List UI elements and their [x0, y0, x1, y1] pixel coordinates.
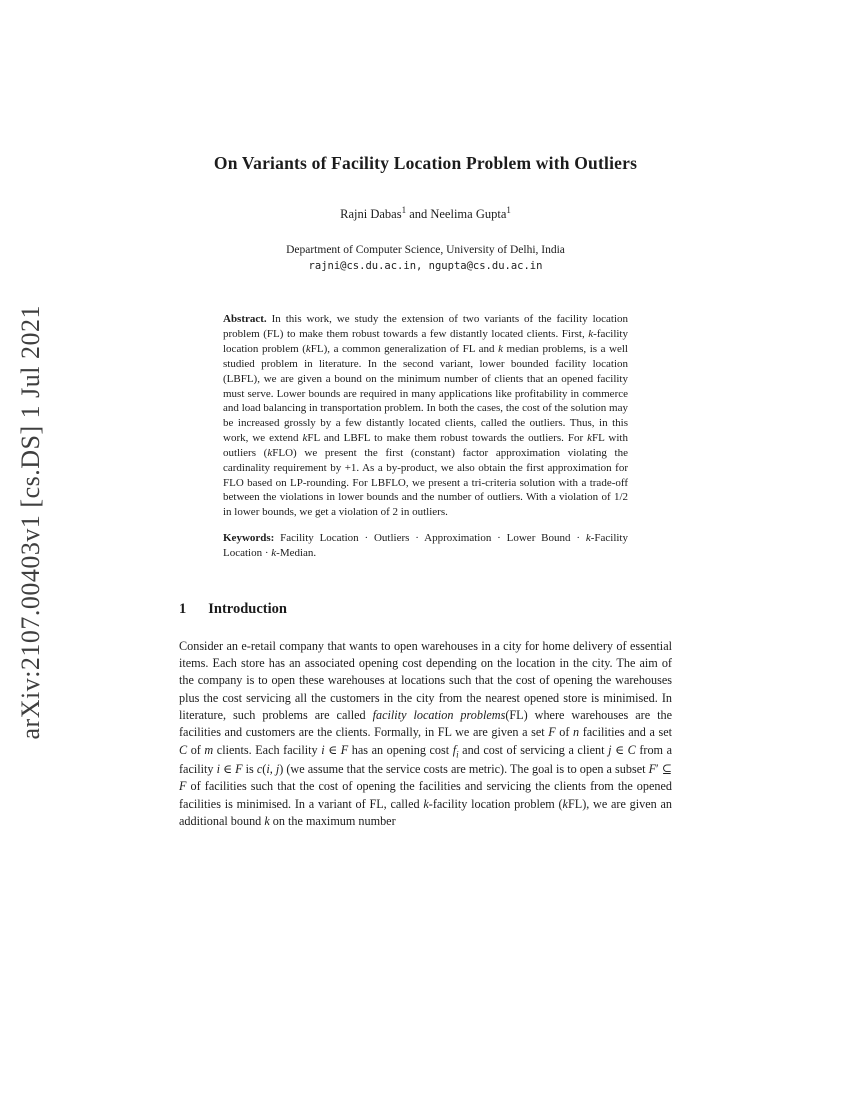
- abstract-text: Abstract. In this work, we study the extension of two variants of the facility location problem (FL) to make them robust towards a few distantly located clients. First, k-facility location problem (kFL), a common generalization of FL and k median problems, is a well studied problem in literature. In the second variant, lower bounded facility location (LBFL), we are given a bound on the minimum number of clients that an opened facility must serve. Lower bounds are required in many applications like profitability in commerce and load balancing in transportation problem. In both the cases, the cost of the solution may be increased grossly by a few distantly located clients, called the outliers. Thus, in this work, we extend kFL and LBFL to make them robust towards the outliers. For kFL with outliers (kFLO) we present the first (constant) factor approximation violating the cardinality requirement by +1. As a by-product, we also obtain the first approximation for FLO based on LP-rounding. For LBFLO, we present a tri-criteria solution with a trade-off between the violations in lower bounds and the number of outliers. With a violation of 1/2 in lower bounds, we get a violation of 2 in outliers.: [223, 313, 628, 519]
- paper-content: [179, 150, 672, 830]
- authors-line: Rajni Dabas$^1$ and Neelima Gupta$^1$: [340, 205, 511, 222]
- emails-line: rajni@cs.du.ac.in, ngupta@cs.du.ac.in: [308, 260, 543, 273]
- intro-paragraph: Consider an e-retail company that wants to open warehouses in a city for home delivery of essential items. Each store has an associated opening cost depending on the location in the city. The aim of the company is to open these warehouses at locations such that the cost of opening the warehouses plus the cost servicing all the customers in the city from the nearest opened store is minimised. In literature, such problems are called facility location problems(FL) where warehouses are the facilities and customers are the clients. Formally, in FL we are given a set F of n facilities and a set C of m clients. Each facility i ∈ F has an opening cost $f_i$ and cost of servicing a client j ∈ C from a facility i ∈ F is c(i, j) (we assume that the service costs are metric). The goal is to open a subset F′ ⊆ F of facilities such that the cost of opening the facilities and servicing the clients from the opened facilities is minimised. In a variant of FL, called k-facility location problem (kFL), we are given an additional bound k on the maximum number: [179, 638, 672, 828]
- affiliation-line: Department of Computer Science, University of Delhi, India: [286, 244, 565, 257]
- keywords-line: Keywords: Facility Location · Outliers · Approximation · Lower Bound · k-Facility Location · k-Median.: [223, 532, 628, 559]
- abstract-section: [223, 312, 628, 561]
- section-heading: [179, 601, 672, 618]
- section-number: 1: [179, 600, 187, 617]
- section-title: Introduction: [208, 600, 287, 617]
- arxiv-id-watermark: arXiv:2107.00403v1 [cs.DS] 1 Jul 2021: [16, 305, 45, 740]
- paper-title: On Variants of Facility Location Problem with Outliers: [213, 153, 638, 173]
